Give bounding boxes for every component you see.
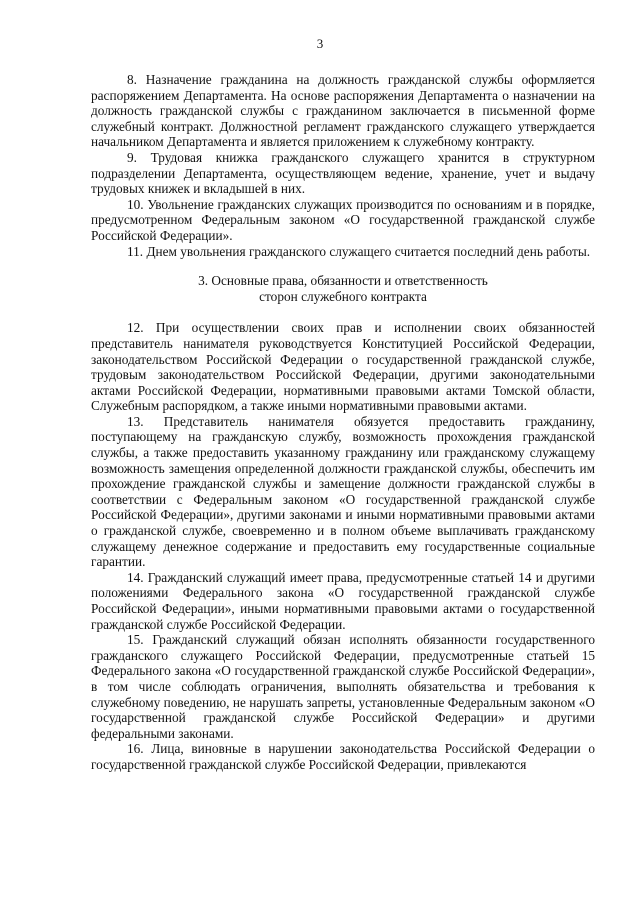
paragraph-8: 8. Назначение гражданина на должность гражданской службы оформляется распоряжением Департамента. На основе распоряжения Департамента о назначении на должность гражданской службы с гражданином заключается в письменной форме служебный контракт. Должностной регламент гражданского служащего утверждается начальником Департамента и является приложением к служебному контракту. bbox=[91, 72, 595, 150]
paragraph-16: 16. Лица, виновные в нарушении законодательства Российской Федерации о государственной гражданской службе Российской Федерации, привлекаются bbox=[91, 741, 595, 772]
paragraph-10: 10. Увольнение гражданских служащих производится по основаниям и в порядке, предусмотренном Федеральным законом «О государственной гражданской службе Российской Федерации». bbox=[91, 196, 595, 243]
paragraph-13: 13. Представитель нанимателя обязуется предоставить гражданину, поступающему на гражданскую службу, возможность прохождения гражданской службы, а также предоставить указанному гражданину или гражданскому служащему возможность замещения определенной должности гражданской службы, обеспечить им прохождение гражданской службы и замещение должности гражданской службы в соответствии с Федеральным законом «О государственной гражданской службе Российской Федерации», другими законами и иными нормативными правовыми актами о гражданской службе, своевременно и в полном объеме выплачивать гражданскому служащему денежное содержание и предоставить ему государственные социальные гарантии. bbox=[91, 413, 595, 570]
section-heading-line-1: 3. Основные права, обязанности и ответственность bbox=[198, 273, 488, 289]
paragraph-12: 12. При осуществлении своих прав и исполнении своих обязанностей представитель нанимателя руководствуется Конституцией Российской Федерации, законодательством Российской Федерации о государственной гражданской службе, трудовым законодательством Российской Федерации, другими законодательными актами Российской Федерации, нормативными правовыми актами Томской области, Служебным распорядком, а также иными нормативными правовыми актами. bbox=[91, 320, 595, 414]
paragraph-14: 14. Гражданский служащий имеет права, предусмотренные статьей 14 и другими положениями Федерального закона «О государственной гражданской службе Российской Федерации», иными нормативными правовыми актами о государственной гражданской службе Российской Федерации. bbox=[91, 569, 595, 632]
paragraph-11: 11. Днем увольнения гражданского служащего считается последний день работы. bbox=[127, 243, 591, 259]
paragraph-9: 9. Трудовая книжка гражданского служащего хранится в структурном подразделении Департамента, осуществляющем ведение, хранение, учет и выдачу трудовых книжек и вкладышей в них. bbox=[91, 149, 595, 197]
paragraph-15: 15. Гражданский служащий обязан исполнять обязанности государственного гражданского служащего Российской Федерации, предусмотренные статьей 15 Федерального закона «О государственной гражданской службе Российской Федерации», в том числе соблюдать ограничения, выполнять обязательства и требования к служебному поведению, не нарушать запреты, установленные Федеральным законом «О государственной гражданской службе Российской Федерации» и другими федеральными законами. bbox=[91, 632, 595, 741]
page-number: 3 bbox=[316, 36, 324, 51]
section-heading-line-2: сторон служебного контракта bbox=[259, 288, 427, 304]
document-body bbox=[91, 72, 595, 773]
section-heading bbox=[91, 273, 595, 304]
